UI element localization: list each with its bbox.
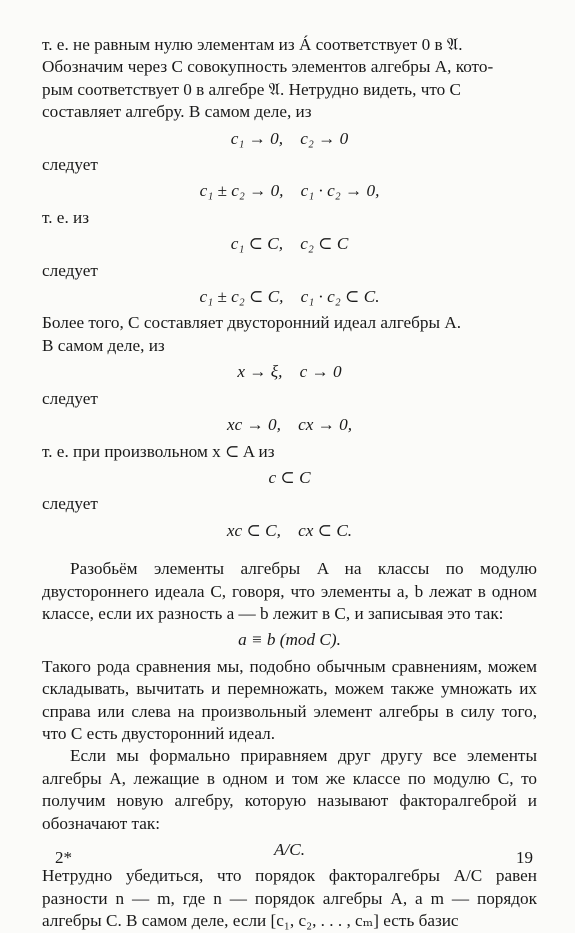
formula: c ⊂ C (268, 467, 311, 487)
formula: a ≡ b (mod C). (238, 630, 341, 650)
text-line: следует (42, 155, 98, 175)
formula: c₁ → 0, c₂ → 0 (230, 128, 349, 148)
signature-mark: 2* (55, 848, 72, 867)
text-line: т. е. при произвольном x ⊂ A из (42, 441, 275, 461)
paragraph: Нетрудно убедиться, что порядок факторалгебры A/C равен разности n — m, где n — порядок алгебры A, a m — порядок алгебры C. В самом деле, если [c₁, c₂, . . . , cₘ] есть базис (42, 866, 537, 931)
formula: x → ξ, c → 0 (237, 362, 342, 382)
paragraph: Если мы формально приравняем друг другу все элементы алгебры A, лежащие в одном и том же классе по модулю C, то получим новую алгебру, которую называют факторалгеброй и обозначают так: (42, 746, 537, 833)
page-body (42, 34, 537, 933)
text-line: составляет алгебру. В самом деле, из (42, 102, 312, 122)
paragraph: Такого рода сравнения мы, подобно обычным сравнениям, можем складывать, вычитать и перемножать, можем также умножать их справа или слева на произвольный элемент алгебры в силу того, что C есть двусторонний идеал. (42, 656, 537, 743)
paragraph: Разобьём элементы алгебры A на классы по модулю двустороннего идеала C, говоря, что элементы a, b лежат в одном классе, если их разность a — b лежит в C, и записывая это так: (42, 559, 537, 623)
formula: c₁ ⊂ C, c₂ ⊂ C (230, 234, 349, 254)
formula: xc → 0, cx → 0, (226, 415, 353, 435)
text-line: Более того, C составляет двусторонний идеал алгебры A. (42, 313, 462, 333)
formula: A/C. (273, 840, 306, 859)
text-line: Обозначим через C совокупность элементов алгебры A, кото- (42, 57, 494, 77)
text-line: следует (42, 494, 98, 514)
text-line: рым соответствует 0 в алгебре 𝔄. Нетрудно видеть, что C (42, 79, 462, 99)
page-number: 19 (516, 848, 533, 867)
formula: c₁ ± c₂ ⊂ C, c₁ · c₂ ⊂ C. (199, 287, 380, 307)
text-line: т. е. не равным нулю элементам из Á соответствует 0 в 𝔄. (42, 35, 463, 54)
formula: c₁ ± c₂ → 0, c₁ · c₂ → 0, (199, 181, 380, 201)
text-line: т. е. из (42, 207, 90, 227)
formula: xc ⊂ C, cx ⊂ C. (226, 520, 353, 540)
page-footer (55, 848, 533, 868)
text-line: В самом деле, из (42, 335, 165, 355)
text-line: следует (42, 388, 98, 408)
text-line: следует (42, 260, 98, 280)
